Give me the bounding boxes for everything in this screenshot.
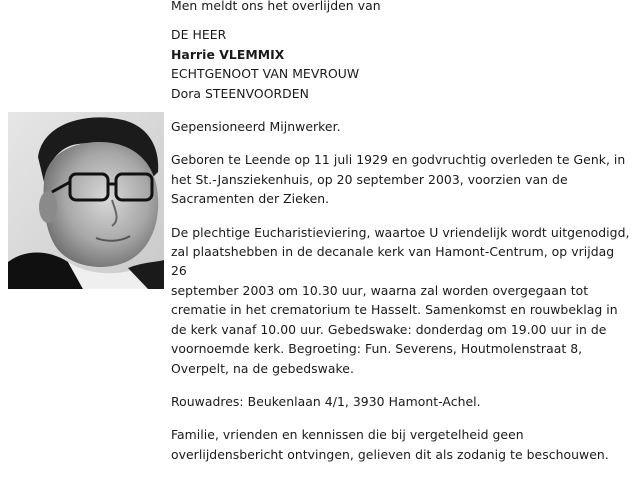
- portrait-image: [8, 112, 164, 289]
- paragraph-line: Geboren te Leende op 11 juli 1929 en godvruchtig overleden te Genk, in: [171, 152, 626, 168]
- deceased-first-name: Harrie: [171, 46, 220, 62]
- paragraph-line: zal plaatshebben in de decanale kerk van Hamont-Centrum, op vrijdag 26: [171, 244, 615, 279]
- intro-line: Men meldt ons het overlijden van: [171, 0, 381, 13]
- paragraph-line: Sacramenten der Zieken.: [171, 191, 330, 207]
- ceremony-paragraph: [171, 223, 633, 378]
- occupation: Gepensioneerd Mijnwerker.: [171, 119, 341, 135]
- paragraph-line: crematie in het crematorium te Hasselt. Samenkomst en rouwbeklag in: [171, 302, 618, 318]
- spouse-name: Dora STEENVOORDEN: [171, 85, 309, 101]
- portrait-photo: [8, 112, 164, 289]
- closing-paragraph: [171, 425, 633, 464]
- paragraph-line: overlijdensbericht ontvingen, gelieven dit als zodanig te beschouwen.: [171, 446, 609, 462]
- mourning-address: Rouwadres: Beukenlaan 4/1, 3930 Hamont-Achel.: [171, 393, 481, 409]
- paragraph-line: De plechtige Eucharistieviering, waartoe U vriendelijk wordt uitgenodigd,: [171, 224, 630, 240]
- birth-death-paragraph: [171, 150, 633, 208]
- paragraph-line: Overpelt, na de gebedswake.: [171, 360, 354, 376]
- paragraph-line: Familie, vrienden en kennissen die bij vergetelheid geen: [171, 427, 524, 443]
- paragraph-line: voornoemde kerk. Begroeting: Fun. Severens, Houtmolenstraat 8,: [171, 341, 583, 357]
- paragraph-line: de kerk vanaf 10.00 uur. Gebedswake: donderdag om 19.00 uur in de: [171, 321, 607, 337]
- deceased-last-name: VLEMMIX: [219, 46, 285, 62]
- deceased-name: [171, 45, 633, 64]
- paragraph-line: september 2003 om 10.30 uur, waarna zal worden overgegaan tot: [171, 282, 589, 298]
- spouse-intro: ECHTGENOOT VAN MEVROUW: [171, 66, 360, 82]
- title-line: DE HEER: [171, 27, 227, 43]
- paragraph-line: het St.-Jansziekenhuis, op 20 september 2003, voorzien van de: [171, 171, 568, 187]
- obituary-text: [171, 0, 633, 464]
